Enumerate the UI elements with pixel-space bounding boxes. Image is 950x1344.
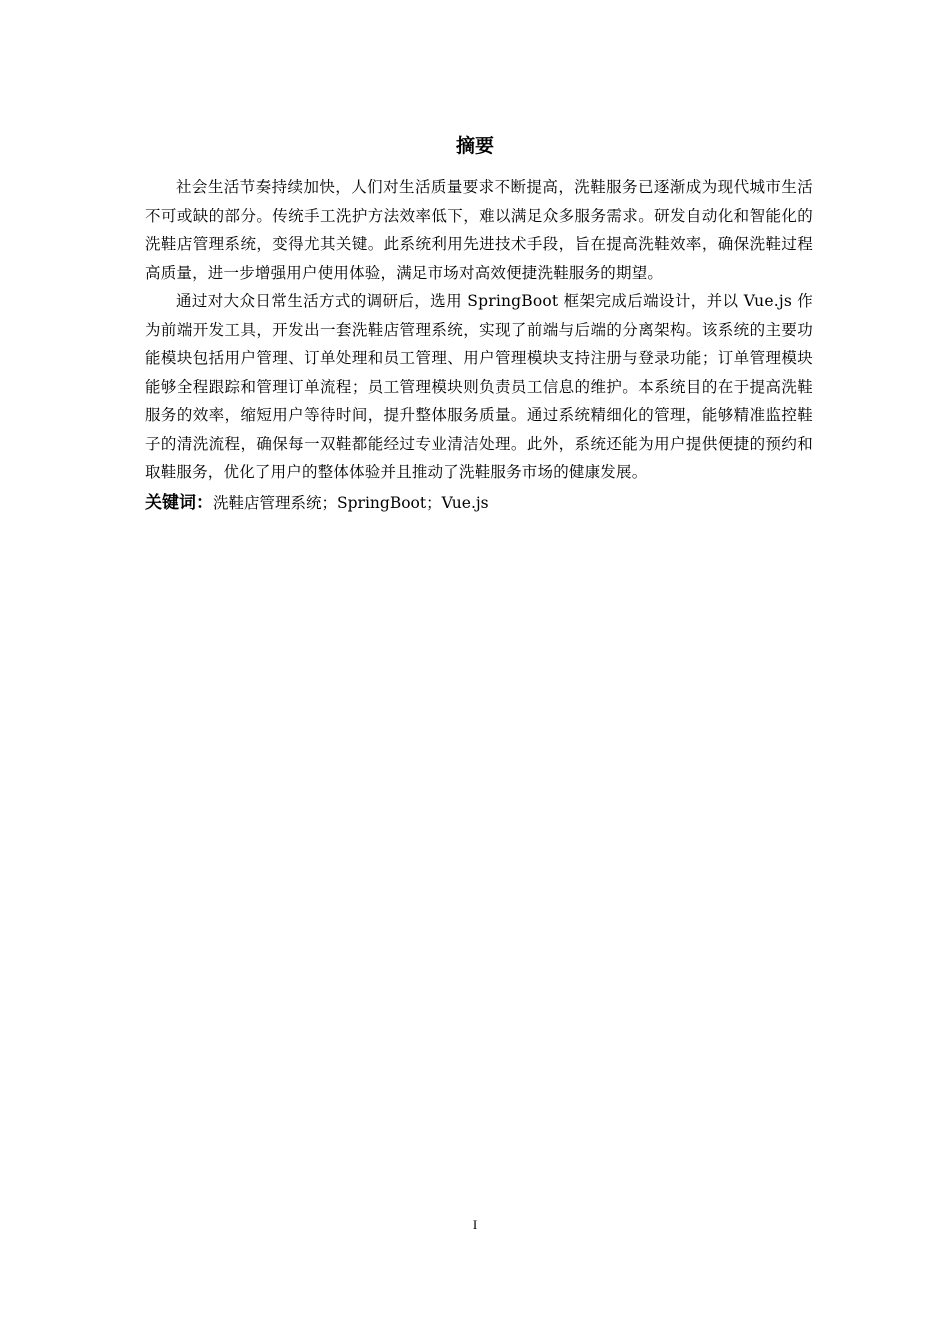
abstract-paragraph-1: 社会生活节奏持续加快，人们对生活质量要求不断提高，洗鞋服务已逐渐成为现代城市生活不可或缺的部分。传统手工洗护方法效率低下，难以满足众多服务需求。研发自动化和智能化的洗鞋店管理系统，变得尤其关键。此系统利用先进技术手段，旨在提高洗鞋效率，确保洗鞋过程高质量，进一步增强用户使用体验，满足市场对高效便捷洗鞋服务的期望。 — [145, 178, 813, 282]
abstract-paragraph-2: 通过对大众日常生活方式的调研后，选用 SpringBoot 框架完成后端设计，并以 Vue.js 作为前端开发工具，开发出一套洗鞋店管理系统，实现了前端与后端的分离架构。该系统的主要功能模块包括用户管理、订单处理和员工管理、用户管理模块支持注册与登录功能；订单管理模块能够全程跟踪和管理订单流程；员工管理模块则负责员工信息的维护。本系统目的在于提高洗鞋服务的效率，缩短用户等待时间，提升整体服务质量。通过系统精细化的管理，能够精准监控鞋子的清洗流程，确保每一双鞋都能经过专业清洁处理。此外，系统还能为用户提供便捷的预约和取鞋服务，优化了用户的整体体验并且推动了洗鞋服务市场的健康发展。 — [145, 292, 813, 481]
keywords-line — [145, 489, 813, 518]
page-number: I — [472, 1217, 478, 1232]
keywords-label: 关键词： — [145, 492, 213, 513]
abstract-title: 摘要 — [455, 135, 494, 157]
abstract-body — [145, 173, 813, 517]
keywords-text: 洗鞋店管理系统；SpringBoot；Vue.js — [213, 493, 489, 512]
